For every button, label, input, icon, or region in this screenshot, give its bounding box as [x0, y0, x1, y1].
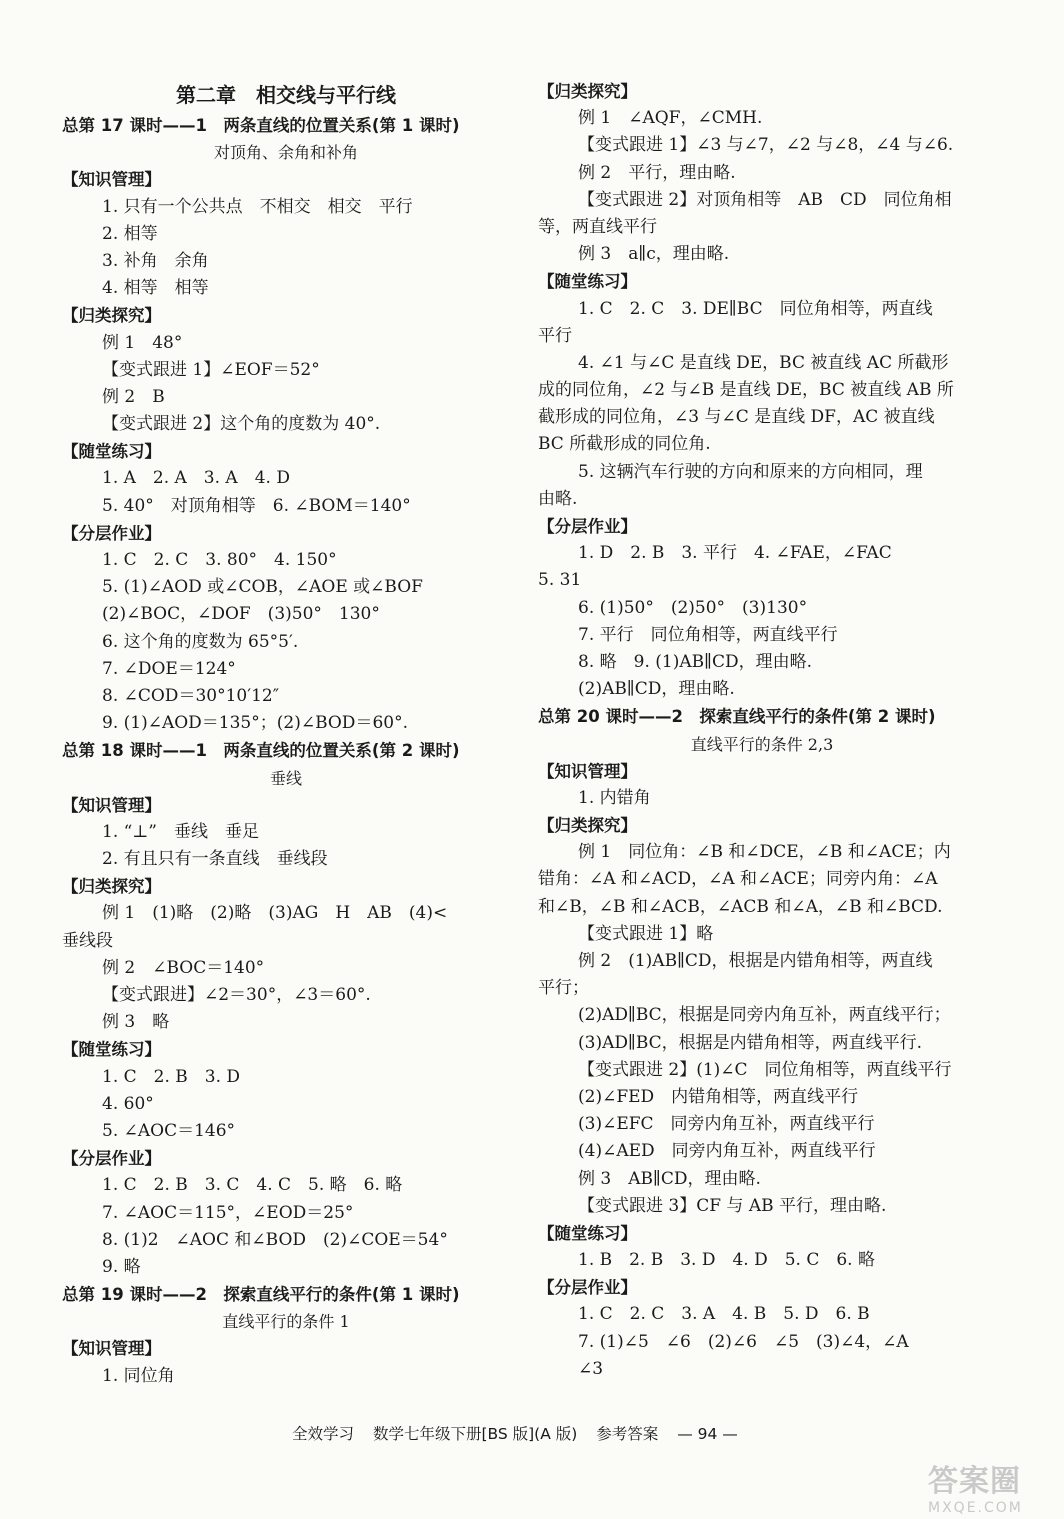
answer-line: 例 2 B — [102, 386, 165, 407]
section-heading: 【归类探究】 — [538, 82, 637, 101]
footer-section: 参考答案 — [596, 1425, 659, 1443]
lesson-heading: 总第 18 课时——1 两条直线的位置关系(第 2 课时) — [62, 741, 460, 761]
answer-line: 4. ∠1 与∠C 是直线 DE，BC 被直线 AC 所截形 — [578, 352, 949, 373]
section-heading: 【分层作业】 — [538, 517, 637, 536]
answer-line: 1. C 2. C 3. A 4. B 5. D 6. B — [578, 1304, 870, 1325]
section-heading: 【归类探究】 — [62, 877, 161, 897]
answer-line: 7. 平行 同位角相等，两直线平行 — [578, 624, 838, 645]
answer-line: 例 3 a∥c，理由略. — [578, 244, 730, 265]
answer-line: 9. (1)∠AOD＝135°；(2)∠BOD＝60°. — [102, 713, 408, 734]
lesson-heading: 总第 20 课时——2 探索直线平行的条件(第 2 课时) — [538, 707, 936, 727]
lesson-subtitle: 直线平行的条件 1 — [222, 1312, 350, 1332]
section-heading: 【随堂练习】 — [62, 1040, 161, 1060]
answer-line: 【变式跟进 2】对顶角相等 AB CD 同位角相 — [578, 189, 952, 210]
answer-line: 5. (1)∠AOD 或∠COB，∠AOE 或∠BOF — [102, 577, 423, 598]
answer-line-continued: 平行； — [538, 978, 589, 999]
answer-line: 例 1 (1)略 (2)略 (3)AG H AB (4)< — [102, 903, 448, 924]
footer-book-title: 全效学习 — [292, 1425, 355, 1443]
section-heading: 【知识管理】 — [538, 761, 637, 781]
answer-line: 2. 相等 — [102, 223, 158, 244]
answer-line: 7. ∠DOE＝124° — [102, 658, 236, 679]
answer-line: (2)∠BOC，∠DOF (3)50° 130° — [102, 604, 380, 625]
lesson-subtitle: 对顶角、余角和补角 — [213, 143, 358, 163]
watermark-logo-text: 答案圈 — [928, 1464, 1021, 1499]
answer-line: 例 1 48° — [102, 332, 183, 353]
section-heading: 【分层作业】 — [538, 1278, 637, 1298]
answer-line: 7. ∠AOC＝115°，∠EOD＝25° — [102, 1202, 354, 1223]
answer-line: 1. C 2. B 3. D — [102, 1066, 241, 1087]
answer-line: 9. 略 — [102, 1256, 141, 1277]
answer-line: 4. 60° — [102, 1093, 154, 1114]
answer-line: 1. 同位角 — [102, 1365, 175, 1386]
answer-line: 【变式跟进 1】∠3 与∠7，∠2 与∠8，∠4 与∠6. — [578, 135, 954, 156]
section-heading: 【分层作业】 — [62, 1149, 161, 1169]
answer-line-continued: 错角：∠A 和∠ACD，∠A 和∠ACE；同旁内角：∠A — [538, 869, 938, 890]
answer-line: 1. D 2. B 3. 平行 4. ∠FAE，∠FAC — [578, 543, 892, 564]
answer-line-continued: BC 所截形成的同位角. — [538, 434, 711, 455]
answer-line: 【变式跟进 2】(1)∠C 同位角相等，两直线平行 — [578, 1059, 952, 1080]
answer-line: 8. 略 9. (1)AB∥CD，理由略. — [578, 651, 812, 672]
answer-line: 3. 补角 余角 — [102, 250, 209, 271]
answer-line: 例 2 (1)AB∥CD，根据是内错角相等，两直线 — [578, 951, 933, 971]
answer-line: 例 3 AB∥CD，理由略. — [578, 1168, 761, 1189]
answer-line: 7. (1)∠5 ∠6 (2)∠6 ∠5 (3)∠4，∠A — [578, 1331, 909, 1352]
answer-line: 例 1 ∠AQF，∠CMH. — [578, 108, 763, 129]
answer-line: (4)∠AED 同旁内角互补，两直线平行 — [578, 1141, 876, 1162]
answer-line: 8. ∠COD＝30°10′12″ — [102, 685, 280, 706]
section-heading: 【分层作业】 — [62, 523, 161, 543]
answer-line: 例 1 同位角：∠B 和∠DCE，∠B 和∠ACE；内 — [578, 842, 951, 863]
answer-line: 5. 这辆汽车行驶的方向和原来的方向相同，理 — [578, 461, 923, 482]
answer-line: 【变式跟进 1】略 — [578, 923, 714, 944]
answer-line: 5. 40° 对顶角相等 6. ∠BOM＝140° — [102, 495, 411, 516]
answer-line: 1. 内错角 — [578, 787, 651, 808]
answer-line: 1. C 2. B 3. C 4. C 5. 略 6. 略 — [102, 1175, 403, 1196]
answer-line: 1. A 2. A 3. A 4. D — [102, 468, 290, 489]
answer-line-continued: 截形成的同位角，∠3 与∠C 是直线 DF，AC 被直线 — [538, 407, 935, 428]
answer-line: 6. 这个角的度数为 65°5′. — [102, 631, 299, 652]
watermark-url: MXQE.COM — [928, 1500, 1023, 1516]
section-heading: 【随堂练习】 — [538, 1223, 637, 1243]
section-heading: 【归类探究】 — [62, 306, 161, 326]
answer-line-continued: 成的同位角，∠2 与∠B 是直线 DE，BC 被直线 AB 所 — [538, 380, 954, 401]
answer-line: 5. ∠AOC＝146° — [102, 1120, 236, 1141]
answer-line-continued: 由略. — [538, 488, 578, 509]
answer-line: 2. 有且只有一条直线 垂线段 — [102, 849, 328, 870]
answer-line: 6. (1)50° (2)50° (3)130° — [578, 597, 808, 618]
lesson-subtitle: 直线平行的条件 2,3 — [690, 734, 834, 754]
answer-line: 【变式跟进 2】这个角的度数为 40°. — [102, 414, 381, 435]
answer-line-continued: 和∠B，∠B 和∠ACB，∠ACB 和∠A，∠B 和∠BCD. — [538, 896, 943, 917]
page-footer — [292, 1422, 752, 1444]
answer-line: 1. C 2. C 3. DE∥BC 同位角相等，两直线 — [578, 298, 933, 319]
page-number: — 94 — — [677, 1425, 738, 1443]
answer-line: 例 2 平行，理由略. — [578, 162, 736, 183]
answer-line-continued: 平行 — [538, 325, 572, 346]
answer-line: 4. 相等 相等 — [102, 278, 209, 299]
section-heading: 【知识管理】 — [62, 170, 161, 190]
answer-line: 1. “⊥” 垂线 垂足 — [102, 821, 259, 842]
right-column — [538, 78, 986, 1383]
answer-line-continued: 5. 31 — [538, 570, 582, 591]
answer-line: (3)AD∥BC，根据是内错角相等，两直线平行. — [578, 1032, 923, 1053]
section-heading: 【随堂练习】 — [62, 442, 161, 462]
answer-line: 8. (1)2 ∠AOC 和∠BOD (2)∠COE＝54° — [102, 1229, 448, 1250]
watermark-logo — [928, 1456, 1023, 1516]
answer-line: (3)∠EFC 同旁内角互补，两直线平行 — [578, 1114, 875, 1135]
footer-subject: 数学七年级下册[BS 版](A 版) — [372, 1425, 578, 1443]
answer-line: 【变式跟进】∠2＝30°，∠3＝60°. — [102, 985, 371, 1005]
lesson-heading: 总第 17 课时——1 两条直线的位置关系(第 1 课时) — [62, 116, 460, 135]
lesson-subtitle: 垂线 — [269, 768, 302, 788]
answer-line: ∠3 — [578, 1358, 604, 1379]
answer-line: 1. C 2. C 3. 80° 4. 150° — [102, 550, 337, 570]
answer-line: 例 2 ∠BOC＝140° — [102, 957, 265, 978]
answer-line: (2)AB∥CD，理由略. — [578, 679, 735, 700]
chapter-title: 第二章 相交线与平行线 — [176, 83, 396, 107]
left-column — [62, 78, 510, 1390]
answer-line: (2)AD∥BC，根据是同旁内角互补，两直线平行； — [578, 1005, 951, 1026]
answer-line: 1. 只有一个公共点 不相交 相交 平行 — [102, 196, 413, 217]
answer-line: 1. B 2. B 3. D 4. D 5. C 6. 略 — [578, 1250, 875, 1271]
section-heading: 【归类探究】 — [538, 816, 637, 836]
answer-line: 【变式跟进 3】CF 与 AB 平行，理由略. — [578, 1195, 887, 1216]
section-heading: 【知识管理】 — [62, 795, 161, 815]
answer-line-continued: 垂线段 — [62, 930, 113, 951]
section-heading: 【随堂练习】 — [538, 272, 637, 292]
answer-line: (2)∠FED 内错角相等，两直线平行 — [578, 1086, 859, 1107]
answer-line-continued: 等，两直线平行 — [538, 216, 657, 237]
answer-line: 【变式跟进 1】∠EOF＝52° — [102, 359, 320, 380]
answer-line: 例 3 略 — [102, 1012, 170, 1033]
section-heading: 【知识管理】 — [62, 1339, 161, 1359]
lesson-heading: 总第 19 课时——2 探索直线平行的条件(第 1 课时) — [62, 1285, 460, 1305]
